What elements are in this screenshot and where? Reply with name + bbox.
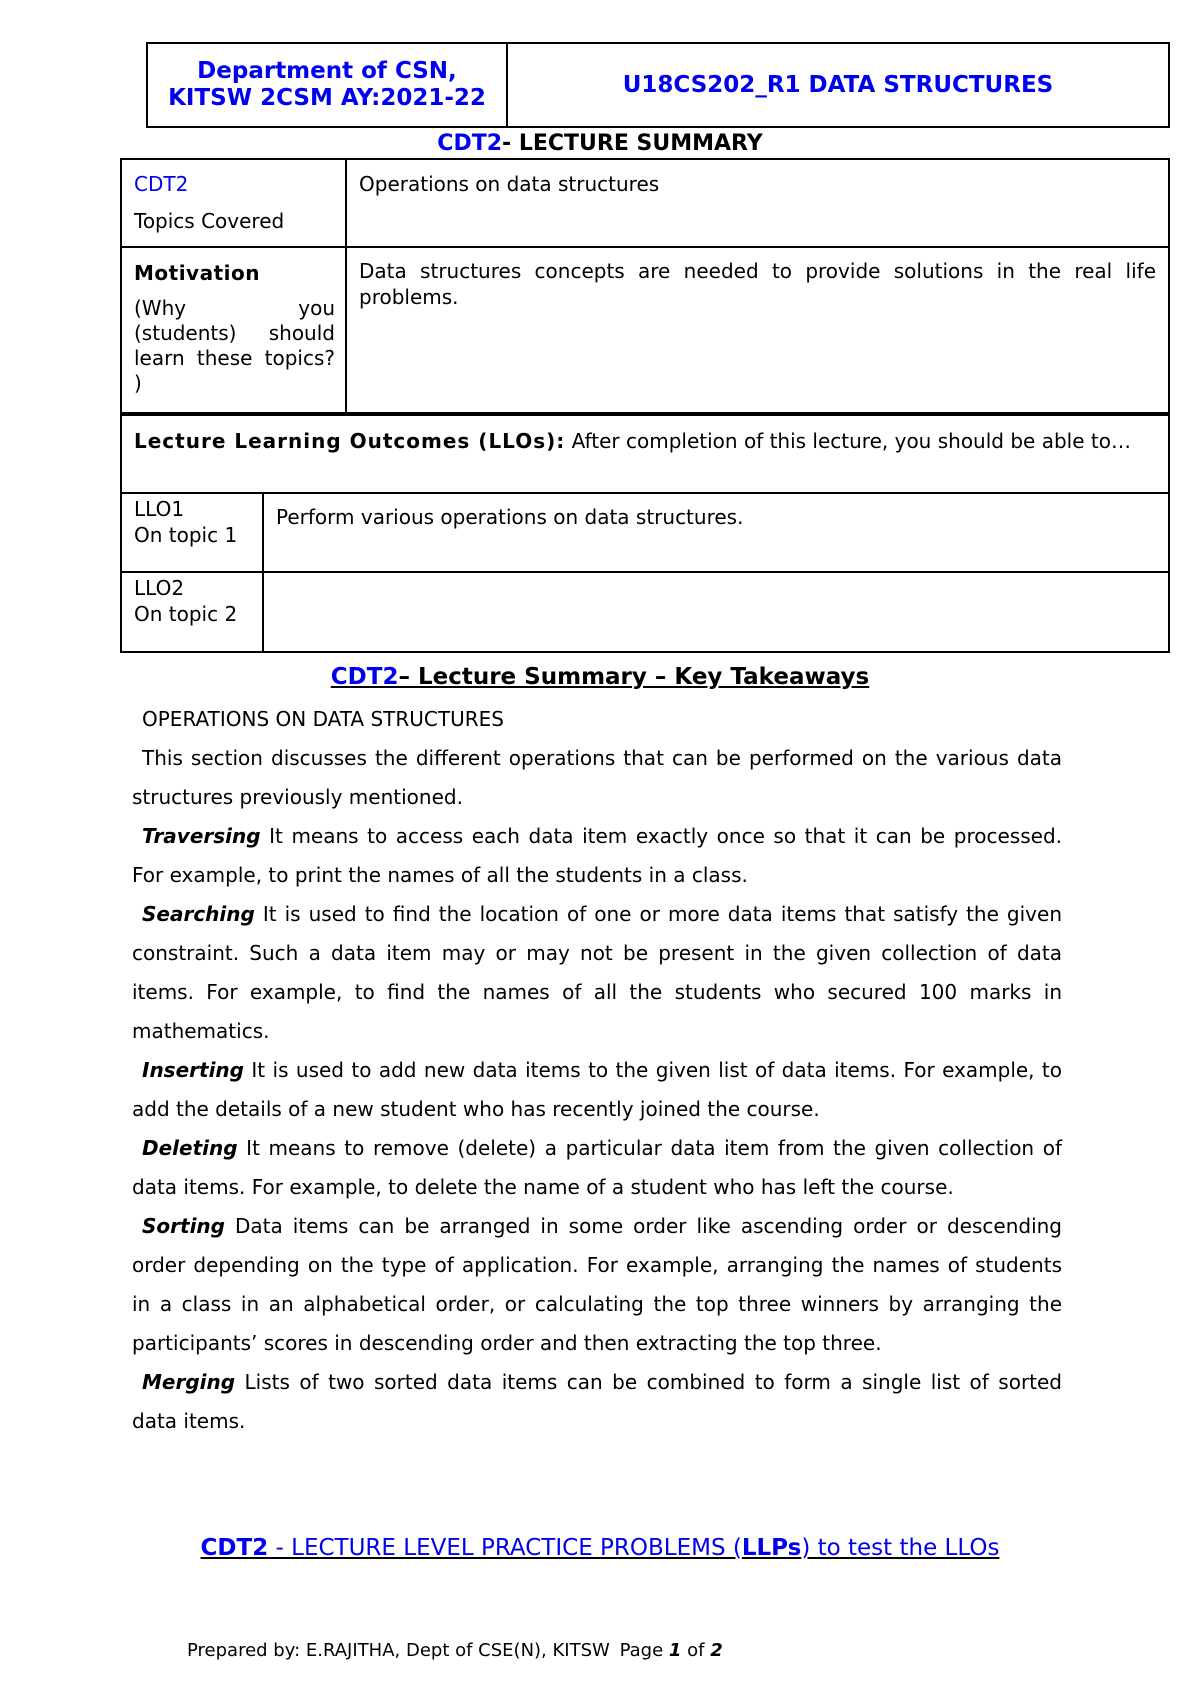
llo1-label-cell: [121, 493, 263, 572]
motivation-value: Data structures concepts are needed to provide solutions in the real life problems.: [346, 247, 1169, 413]
llo-heading-cell: [121, 415, 1169, 493]
topics-row: [121, 159, 1169, 247]
summary-title-rest: - LECTURE SUMMARY: [502, 131, 763, 156]
practice-title-code: CDT2: [200, 1535, 269, 1561]
footer-prepared-label: Prepared by:: [187, 1640, 301, 1661]
course-title: U18CS202_R1 DATA STRUCTURES: [622, 72, 1054, 98]
llo-heading-row: [121, 415, 1169, 493]
operation-merging: [132, 1363, 1062, 1441]
operation-text: It is used to find the location of one or more data items that satisfy the given constraint. Such a data item may or may not be present in the given collection of data items. For example, to find the names of all the students who secured 100 marks in mathematics.: [132, 902, 1062, 1043]
llo2-label-cell: [121, 572, 263, 652]
topics-label: Topics Covered: [134, 209, 285, 233]
operation-term: Sorting: [142, 1214, 225, 1238]
header-table: [146, 42, 1170, 128]
operation-searching: [132, 895, 1062, 1051]
practice-title-mid: - LECTURE LEVEL PRACTICE PROBLEMS (: [268, 1535, 742, 1561]
operation-term: Traversing: [142, 824, 261, 848]
operation-inserting: [132, 1051, 1062, 1129]
motivation-label-cell: [121, 247, 346, 413]
operation-text: Data items can be arranged in some order like ascending order or descending order depending on the type of application. For example, arranging the names of students in a class in an alphabetical order, or calculating the top three winners by arranging the participants’ scores in descending order and then extracting the top three.: [132, 1214, 1062, 1355]
llo-heading: Lecture Learning Outcomes (LLOs):: [134, 429, 566, 453]
footer-of-word: of: [687, 1640, 705, 1661]
department-line2: KITSW 2CSM AY:2021-22: [168, 85, 486, 111]
operation-traversing: [132, 817, 1062, 895]
practice-title-abbr: LLPs: [741, 1535, 802, 1561]
operation-term: Deleting: [142, 1136, 238, 1160]
llo1-topic: On topic 1: [134, 523, 238, 547]
department-line1: Department of CSN,: [197, 58, 457, 84]
practice-title-end: ) to test the LLOs: [801, 1535, 1000, 1561]
topics-label-cell: [121, 159, 346, 247]
llo2-id: LLO2: [134, 576, 185, 600]
llo1-row: [121, 493, 1169, 572]
summary-table: [120, 158, 1170, 414]
takeaways-body: [132, 700, 1062, 1441]
takeaways-title-rest: – Lecture Summary – Key Takeaways: [398, 664, 870, 690]
summary-title-code: CDT2: [437, 131, 503, 156]
operation-sorting: [132, 1207, 1062, 1363]
topics-code: CDT2: [134, 172, 189, 196]
operation-text: Lists of two sorted data items can be combined to form a single list of sorted data items.: [132, 1370, 1063, 1433]
footer-page-total: 2: [710, 1640, 723, 1661]
footer: [187, 1640, 723, 1661]
takeaways-title-code: CDT2: [330, 664, 399, 690]
practice-title: [0, 1533, 1200, 1563]
operation-term: Merging: [142, 1370, 236, 1394]
department-cell: [148, 44, 508, 126]
operation-term: Inserting: [142, 1058, 244, 1082]
llo2-row: [121, 572, 1169, 652]
takeaways-heading: OPERATIONS ON DATA STRUCTURES: [142, 707, 504, 731]
footer-prepared-by: E.RAJITHA, Dept of CSE(N), KITSW: [305, 1640, 610, 1661]
operation-term: Searching: [142, 902, 255, 926]
llo-table: [120, 414, 1170, 653]
motivation-sub: (Why you (students) should learn these topics? ): [134, 296, 335, 395]
llo2-text: [263, 572, 1169, 652]
llo-intro: After completion of this lecture, you should be able to…: [571, 429, 1131, 453]
takeaways-intro: This section discusses the different operations that can be performed on the various data structures previously mentioned.: [132, 746, 1062, 809]
motivation-label: Motivation: [134, 261, 260, 285]
operation-deleting: [132, 1129, 1062, 1207]
operation-text: It means to remove (delete) a particular data item from the given collection of data items. For example, to delete the name of a student who has left the course.: [132, 1136, 1062, 1199]
motivation-row: [121, 247, 1169, 413]
footer-page-word: Page: [619, 1640, 664, 1661]
operation-text: It is used to add new data items to the given list of data items. For example, to add the details of a new student who has recently joined the course.: [132, 1058, 1063, 1121]
summary-title: [0, 130, 1200, 158]
topics-value: Operations on data structures: [346, 159, 1169, 247]
llo1-id: LLO1: [134, 497, 185, 521]
takeaways-title: [0, 662, 1200, 692]
llo1-text: Perform various operations on data structures.: [263, 493, 1169, 572]
footer-page-current: 1: [668, 1640, 682, 1661]
operation-text: It means to access each data item exactly once so that it can be processed. For example, to print the names of all the students in a class.: [132, 824, 1063, 887]
llo2-topic: On topic 2: [134, 602, 238, 626]
